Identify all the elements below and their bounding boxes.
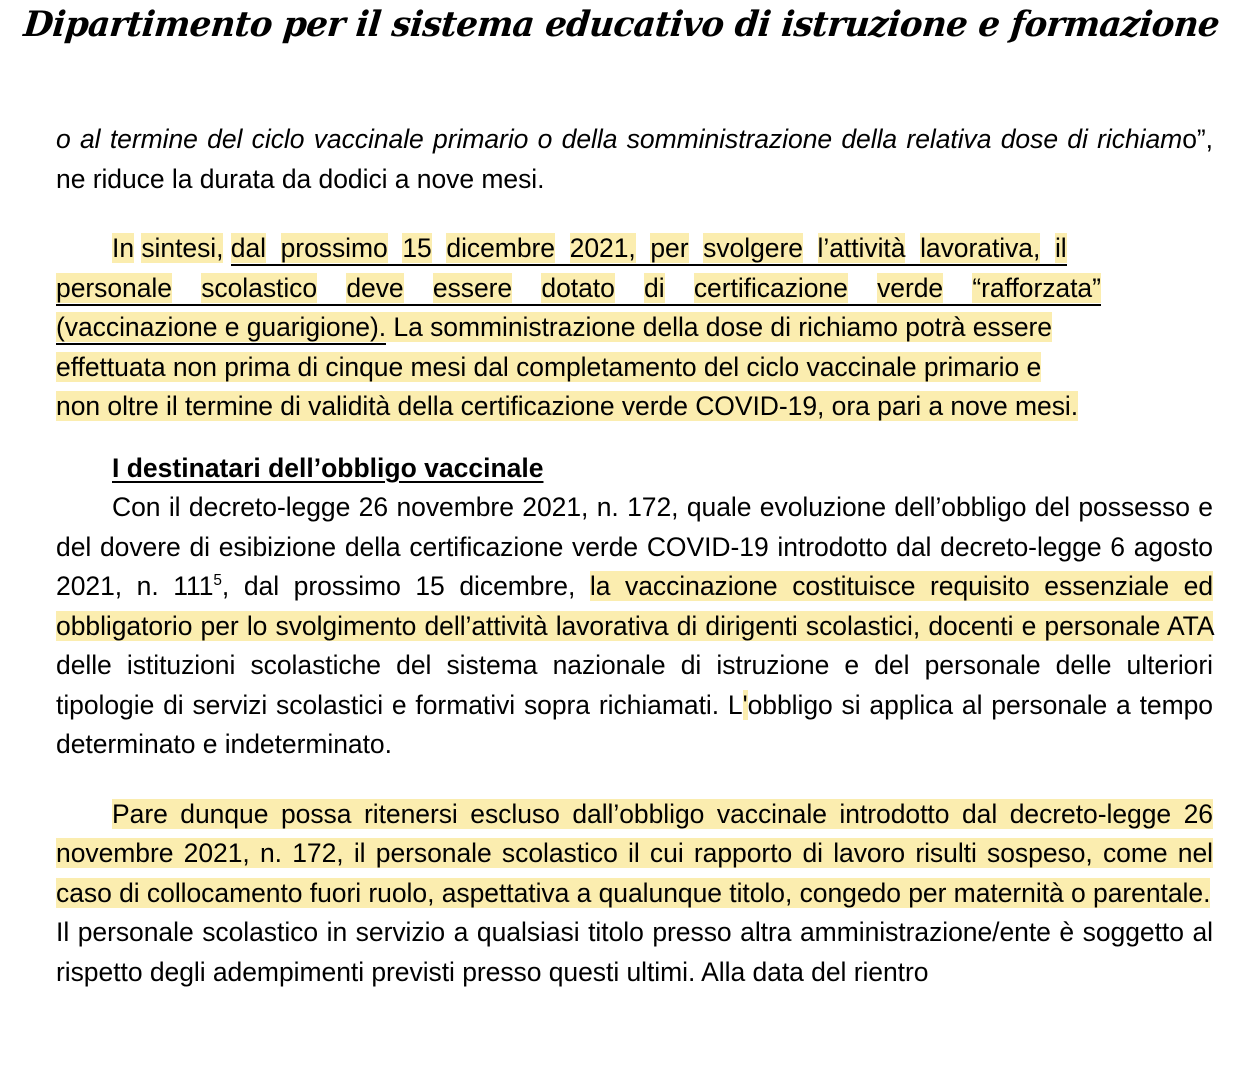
section-heading-destinatari — [56, 449, 1213, 489]
p2-w-in: In — [112, 233, 135, 263]
paragraph-gap-2 — [56, 427, 1213, 449]
paragraph-in-sintesi — [56, 229, 1213, 427]
p2-underlined-run-2 — [56, 273, 1101, 306]
p1-italic-text: o al termine del ciclo vaccinale primario o della somministrazione della relativa dose di richiam — [56, 124, 1183, 154]
department-header-title: Dipartimento per il sistema educativo di istruzione e formazione — [21, 4, 1222, 45]
p2-w-dal: dal — [230, 233, 266, 263]
p2-w-svolgere: svolgere — [703, 233, 803, 263]
p2-word-run-1 — [112, 233, 231, 263]
paragraph-gap-1 — [56, 199, 1213, 229]
p1-rest-text: ”, ne riduce la durata da dodici a nove mesi. — [56, 124, 1213, 194]
p2-w-deve: deve — [346, 272, 404, 303]
p3-apostrophe-highlight: ' — [742, 689, 748, 720]
footnote-marker-5: 5 — [213, 572, 222, 590]
p2-w-scolastico: scolastico — [201, 272, 318, 303]
p4-highlighted: Pare dunque possa ritenersi escluso dall’obbligo vaccinale introdotto dal decreto-legge 26 novembre 2021, n. 172, il personale scolastico il cui rapporto di lavoro risulti sospeso, come nel caso di collocamento fuori ruolo, aspettativa a qualunque titolo, congedo per maternità o parentale. — [56, 798, 1213, 908]
paragraph-pare-dunque — [56, 795, 1213, 914]
paragraph-destinatari — [56, 488, 1213, 765]
p2-underlined-run-3 — [56, 312, 386, 345]
p2-w-lattivita: l’attività — [817, 233, 906, 263]
paragraph-altra-amministrazione — [56, 913, 1213, 992]
paragraph-gap-3 — [56, 765, 1213, 795]
p2-w-verde: verde — [877, 272, 944, 303]
p3-part4: obbligo si applica al personale a tempo determinato e indeterminato. — [56, 689, 1213, 759]
p2-w-vaccinazione-guarigione: (vaccinazione e guarigione). — [56, 312, 387, 342]
p2-w-di: di — [644, 272, 665, 303]
p2-w-rafforzata: “rafforzata” — [972, 272, 1101, 303]
p2-w-lavorativa: lavorativa, — [920, 233, 1041, 263]
p3-part3: delle istituzioni scolastiche del sistema nazionale di istruzione e del personale delle ulteriori tipologie di servizi scolastici e formativi sopra richiamati. L — [56, 650, 1213, 720]
page-header — [0, 0, 1248, 62]
p3-part1: Con il decreto-legge 26 novembre 2021, n. 172, quale evoluzione dell’obbligo del possesso e del dovere di esibizione della certificazione verde COVID-19 introdotto dal decreto-legge 6 agosto 2021, n. 111 — [56, 492, 1213, 601]
p2-w-dotato: dotato — [541, 272, 615, 303]
section-heading-text: I destinatari dell’obbligo vaccinale — [112, 452, 544, 483]
p2-w-certificazione: certificazione — [693, 272, 848, 303]
p2-line3-rest-text: La somministrazione della dose di richiamo potrà essere — [393, 312, 1052, 342]
p2-line3-rest — [386, 312, 1052, 342]
p2-underlined-run-1 — [231, 233, 1067, 266]
p2-w-dicembre: dicembre — [446, 233, 555, 263]
p2-line4: effettuata non prima di cinque mesi dal completamento del ciclo vaccinale primario e — [56, 351, 1042, 382]
p2-w-2021: 2021, — [569, 233, 636, 263]
p2-w-per: per — [650, 233, 689, 263]
p2-w-il: il — [1054, 233, 1067, 263]
p3-highlighted: la vaccinazione costituisce requisito essenziale ed obbligatorio per lo svolgimento dell’attività lavorativa di dirigenti scolastici, docenti e personale ATA — [56, 571, 1214, 641]
p2-w-essere: essere — [432, 272, 513, 303]
p2-w-personale: personale — [56, 272, 172, 303]
p1-tail-o: o — [1182, 124, 1197, 154]
p3-part2: , dal prossimo 15 dicembre, — [221, 571, 590, 601]
p5-text: Il personale scolastico in servizio a qualsiasi titolo presso altra amministrazione/ente è soggetto al rispetto degli adempimenti previsti presso questi ultimi. Alla data del rientro — [56, 917, 1213, 987]
document-body — [56, 120, 1213, 992]
p2-w-15: 15 — [402, 233, 432, 263]
p2-w-prossimo: prossimo — [280, 233, 388, 263]
p2-line5: non oltre il termine di validità della certificazione verde COVID-19, ora pari a nove mesi. — [56, 391, 1079, 421]
p2-w-sintesi: sintesi, — [141, 233, 224, 263]
paragraph-continuation — [56, 120, 1213, 199]
